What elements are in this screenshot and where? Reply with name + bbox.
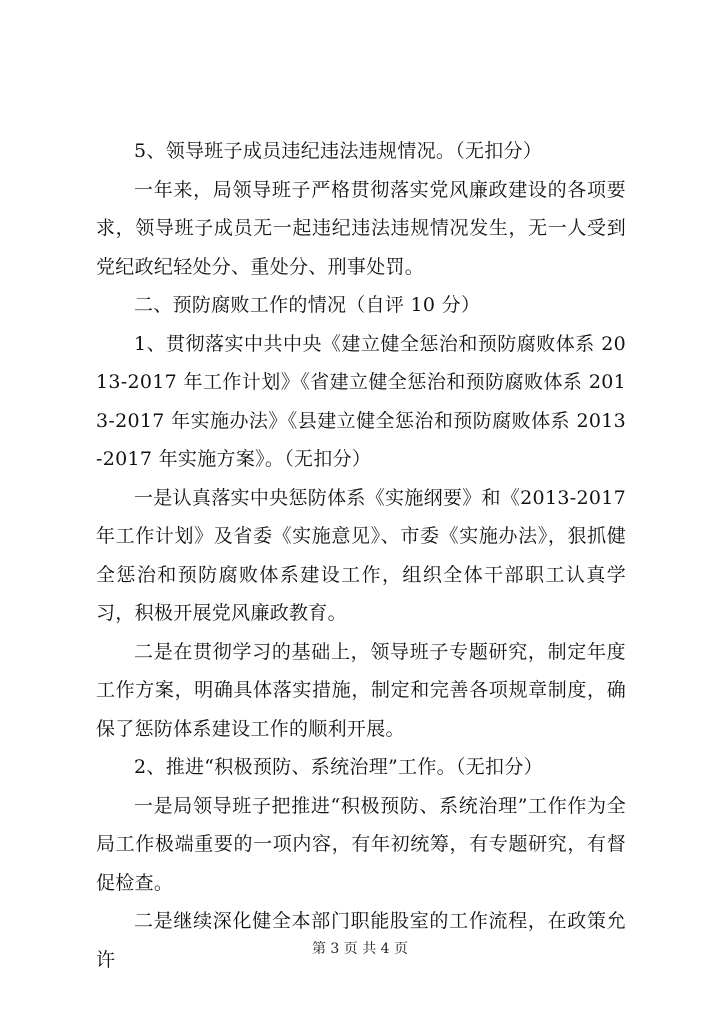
paragraph-item-two: 2、推进“积极预防、系统治理”工作。（无扣分） bbox=[134, 756, 543, 778]
paragraph-item-one-point-two: 二是在贯彻学习的基础上，领导班子专题研究，制定年度工作方案，明确具体落实措施，制定和完善各项规章制度，确保了惩防体系建设工作的顺利开展。 bbox=[96, 640, 626, 740]
paragraph-section-two-heading: 二、预防腐败工作的情况（自评 10 分） bbox=[134, 294, 481, 316]
paragraph-item-two-point-one: 一是局领导班子把推进“积极预防、系统治理”工作作为全局工作极端重要的一项内容，有年初统筹，有专题研究，有督促检查。 bbox=[96, 794, 626, 894]
paragraph-violations-heading: 5、领导班子成员违纪违法违规情况。（无扣分） bbox=[134, 140, 543, 162]
paragraph-item-two-point-two: 二是继续深化健全本部门职能股室的工作流程，在政策允许 bbox=[96, 910, 626, 971]
paragraph-violations-body: 一年来，局领导班子严格贯彻落实党风廉政建设的各项要求，领导班子成员无一起违纪违法违规情况发生，无一人受到党纪政纪轻处分、重处分、刑事处罚。 bbox=[96, 178, 626, 278]
document-body bbox=[96, 132, 626, 979]
paragraph-item-one: 1、贯彻落实中共中央《建立健全惩治和预防腐败体系 2013-2017 年工作计划》《省建立健全惩治和预防腐败体系 2013-2017 年实施办法》《县建立健全惩治和预防腐败体系 2013-2017 年实施方案》。（无扣分） bbox=[96, 332, 626, 470]
paragraph-item-one-point-one: 一是认真落实中央惩防体系《实施纲要》和《2013-2017 年工作计划》及省委《实施意见》、市委《实施办法》，狠抓健全惩治和预防腐败体系建设工作，组织全体干部职工认真学习，积极开展党风廉政教育。 bbox=[96, 486, 626, 624]
page-footer: 第 3 页 共 4 页 bbox=[311, 941, 409, 957]
